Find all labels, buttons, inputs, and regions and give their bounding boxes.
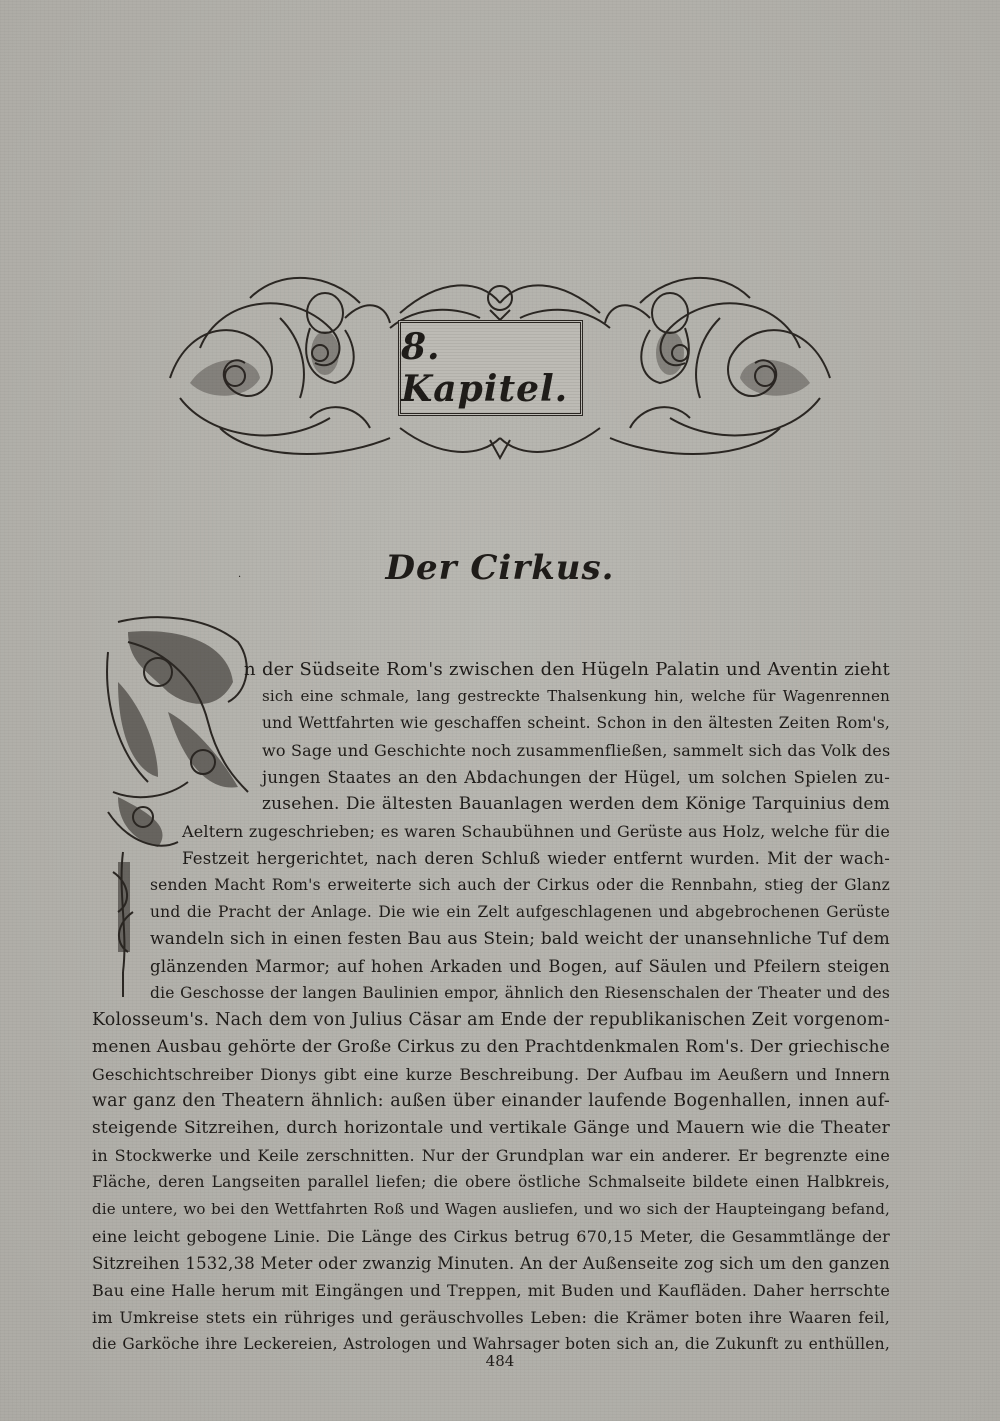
page-number: 484: [485, 1352, 515, 1370]
text-line: Geschichtschreiber Dionys gibt eine kurze Beschreibung. Der Aufbau im Aeußern und Innern: [92, 1065, 890, 1084]
text-line: im Umkreise stets ein rühriges und geräuschvolles Leben: die Krämer boten ihre Waaren feil,: [92, 1308, 890, 1327]
text-line: zusehen. Die ältesten Bauanlagen werden dem Könige Tarquinius dem: [262, 794, 890, 814]
text-line: Aeltern zugeschrieben; es waren Schaubühnen und Gerüste aus Holz, welche für die: [182, 822, 890, 841]
text-line: und Wettfahrten wie geschaffen scheint. Schon in den ältesten Zeiten Rom's,: [262, 714, 890, 732]
text-line: eine leicht gebogene Linie. Die Länge des Cirkus betrug 670,15 Meter, die Gesammtlänge der: [92, 1227, 890, 1246]
text-line: die untere, wo bei den Wettfahrten Roß und Wagen ausliefen, und wo sich der Haupteingang befand,: [92, 1200, 890, 1218]
text-line: senden Macht Rom's erweiterte sich auch der Cirkus oder die Rennbahn, stieg der Glanz: [150, 876, 890, 894]
text-line: jungen Staates an den Abdachungen der Hügel, um solchen Spielen zu-: [262, 768, 890, 787]
text-line: Kolosseum's. Nach dem von Julius Cäsar am Ende der republikanischen Zeit vorgenom-: [92, 1010, 890, 1030]
text-line: wo Sage und Geschichte noch zusammenfließen, sammelt sich das Volk des: [262, 741, 891, 760]
text-line: menen Ausbau gehörte der Große Cirkus zu den Prachtdenkmalen Rom's. Der griechische: [92, 1037, 890, 1057]
text-line: Fläche, deren Langseiten parallel liefen; die obere östliche Schmalseite bildete einen Halbkreis,: [92, 1173, 890, 1191]
chapter-plate: [398, 320, 583, 416]
text-line: und die Pracht der Anlage. Die wie ein Zelt aufgeschlagenen und abgebrochenen Gerüste: [150, 903, 890, 921]
text-line: n der Südseite Rom's zwischen den Hügeln Palatin und Aventin zieht: [244, 659, 890, 680]
text-line: war ganz den Theatern ähnlich: außen über einander laufende Bogenhallen, innen auf-: [92, 1091, 890, 1111]
chapter-label: 8. Kapitel.: [401, 326, 569, 410]
text-line: Bau eine Halle herum mit Eingängen und Treppen, mit Buden und Kaufläden. Daher herrschte: [92, 1281, 890, 1300]
page-title: Der Cirkus.: [385, 548, 615, 588]
text-line: steigende Sitzreihen, durch horizontale und vertikale Gänge und Mauern wie die Theater: [92, 1118, 890, 1138]
text-line: sich eine schmale, lang gestreckte Thalsenkung hin, welche für Wagenrennen: [262, 687, 890, 705]
print-speck: ·: [238, 572, 242, 583]
text-line: die Geschosse der langen Baulinien empor, ähnlich den Riesenschalen der Theater und des: [150, 984, 890, 1002]
text-line: Festzeit hergerichtet, nach deren Schluß wieder entfernt wurden. Mit der wach-: [182, 849, 890, 868]
text-line: wandeln sich in einen festen Bau aus Stein; bald weicht der unansehnliche Tuf dem: [150, 929, 890, 949]
text-line: die Garköche ihre Leckereien, Astrologen und Wahrsager boten sich an, die Zukunft zu enthüllen,: [92, 1335, 890, 1353]
text-line: in Stockwerke und Keile zerschnitten. Nur der Grundplan war ein anderer. Er begrenzte eine: [92, 1146, 890, 1165]
text-line: glänzenden Marmor; auf hohen Arkaden und Bogen, auf Säulen und Pfeilern steigen: [150, 957, 890, 976]
text-line: Sitzreihen 1532,38 Meter oder zwanzig Minuten. An der Außenseite zog sich um den ganzen: [92, 1254, 890, 1273]
